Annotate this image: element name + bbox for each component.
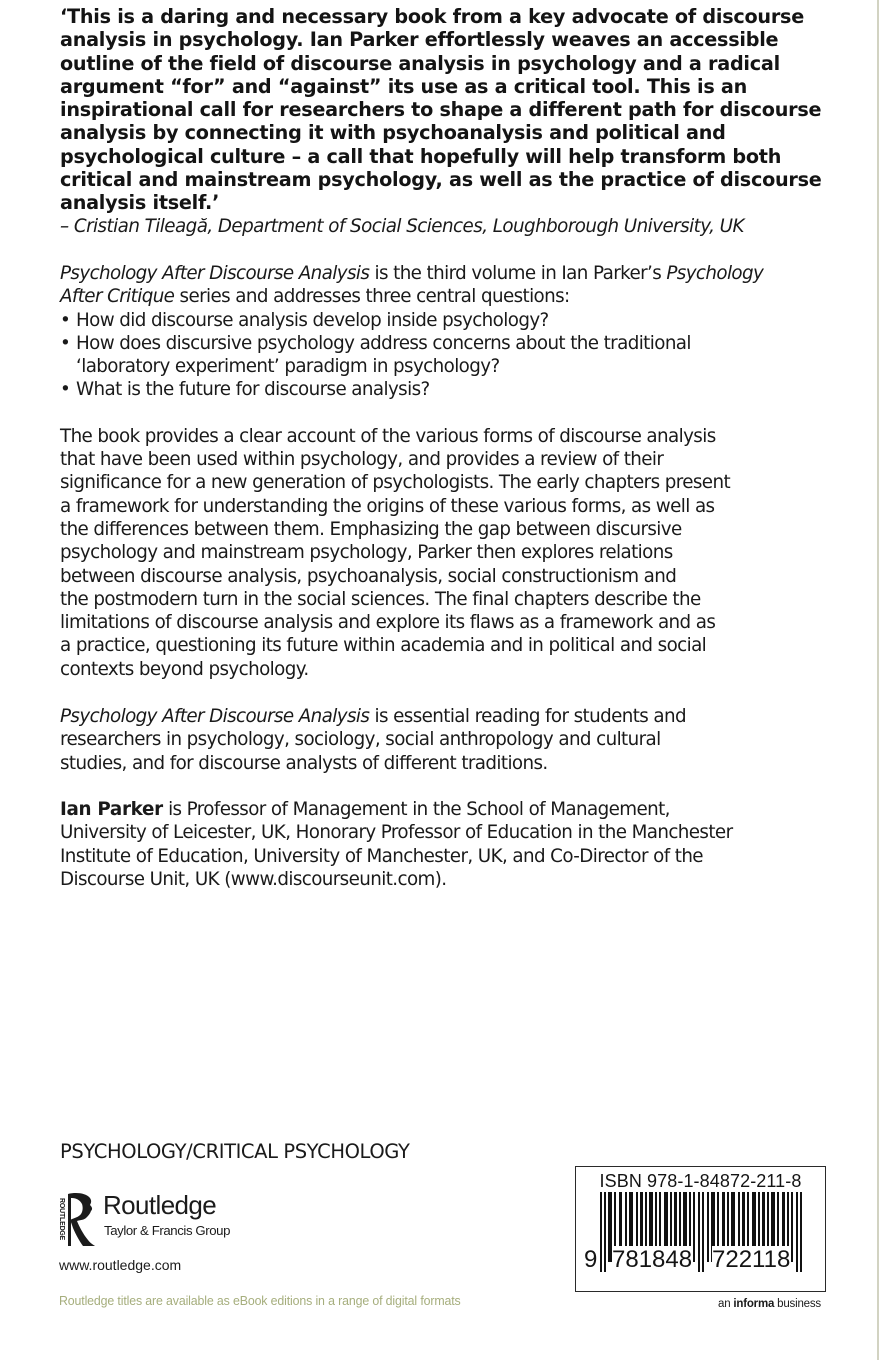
cover-edge-line xyxy=(877,0,879,1360)
list-item-text: How did discourse analysis develop inside psychology? xyxy=(76,309,549,331)
description-line: that have been used within psychology, and provides a review of their xyxy=(60,449,664,471)
author-line: Institute of Education, University of Manchester, UK, and Co-Director of the xyxy=(60,845,703,867)
isbn-barcode-box xyxy=(575,1166,826,1292)
book-title: Psychology After Discourse Analysis xyxy=(60,262,370,284)
intro-text: is the third volume in Ian Parker’s xyxy=(369,262,667,284)
audience-paragraph xyxy=(60,705,850,775)
list-item xyxy=(60,332,850,379)
audience-line: researchers in psychology, sociology, social anthropology and cultural xyxy=(60,729,661,751)
author-name: Ian Parker xyxy=(60,798,163,820)
barcode-digits xyxy=(582,1246,822,1274)
endorsement-quote xyxy=(60,5,850,215)
description-line: between discourse analysis, psychoanalysis, social constructionism and xyxy=(60,565,677,587)
list-item-text: What is the future for discourse analysis? xyxy=(76,379,430,401)
description-line: the differences between them. Emphasizing the gap between discursive xyxy=(60,518,682,540)
bullet-icon: • xyxy=(60,379,71,401)
author-line: University of Leicester, UK, Honorary Professor of Education in the Manchester xyxy=(60,822,733,844)
description-paragraph xyxy=(60,425,850,681)
quote-line: psychological culture – a call that hopefully will help transform both xyxy=(60,144,782,168)
description-line: psychology and mainstream psychology, Parker then explores relations xyxy=(60,542,673,564)
barcode-digit-group-1: 781848 xyxy=(612,1246,693,1273)
author-text: is Professor of Management in the School of Management, xyxy=(162,798,670,820)
publisher-group: Taylor & Francis Group xyxy=(104,1223,231,1238)
description-line: contexts beyond psychology. xyxy=(60,658,309,680)
book-title: Psychology After Discourse Analysis xyxy=(60,706,370,728)
intro-text: series and addresses three central questions: xyxy=(174,286,570,308)
barcode-digit-group-2: 722118 xyxy=(712,1246,791,1273)
quote-line: analysis in psychology. Ian Parker effortlessly weaves an accessible xyxy=(60,28,779,52)
audience-text: is essential reading for students and xyxy=(369,706,687,728)
audience-line: studies, and for discourse analysts of different traditions. xyxy=(60,752,548,774)
informa-business-tagline xyxy=(718,1298,821,1310)
intro-line-2 xyxy=(60,285,850,308)
quote-line: outline of the field of discourse analysis in psychology and a radical xyxy=(60,51,780,75)
series-title-part: After Critique xyxy=(60,286,175,308)
audience-line xyxy=(60,705,850,728)
bullet-icon: • xyxy=(60,309,71,331)
description-line: The book provides a clear account of the various forms of discourse analysis xyxy=(60,425,716,447)
list-item-text: ‘laboratory experiment’ paradigm in psychology? xyxy=(76,356,500,378)
back-cover-text xyxy=(60,5,850,891)
bullet-icon: • xyxy=(60,332,71,354)
endorsement-attribution: – Cristian Tileagă, Department of Social Sciences, Loughborough University, UK xyxy=(60,215,744,237)
barcode-digit-lead: 9 xyxy=(584,1246,598,1273)
routledge-vertical-wordmark: ROUTLEDGE xyxy=(58,1197,65,1241)
quote-line: analysis itself.’ xyxy=(60,191,220,215)
description-line: a practice, questioning its future within academia and in political and social xyxy=(60,635,707,657)
intro-paragraph xyxy=(60,262,850,402)
description-line: a framework for understanding the origins of these various forms, as well as xyxy=(60,495,715,517)
routledge-r-face-logo-icon xyxy=(66,1192,96,1247)
author-bio-paragraph xyxy=(60,798,850,891)
publisher-logo xyxy=(56,1192,256,1248)
quote-line: inspirational call for researchers to shape a different path for discourse xyxy=(60,98,822,122)
questions-list xyxy=(60,309,850,402)
list-item xyxy=(60,378,850,401)
informa-prefix: an xyxy=(718,1298,734,1310)
informa-brand: informa xyxy=(733,1298,775,1310)
author-line: Discourse Unit, UK (www.discourseunit.com). xyxy=(60,868,447,890)
quote-line: ‘This is a daring and necessary book from a key advocate of discourse xyxy=(60,5,804,28)
quote-line: analysis by connecting it with psychoanalysis and political and xyxy=(60,121,726,145)
description-line: the postmodern turn in the social sciences. The final chapters describe the xyxy=(60,588,701,610)
subject-category: PSYCHOLOGY/CRITICAL PSYCHOLOGY xyxy=(60,1140,410,1163)
author-line xyxy=(60,798,850,821)
publisher-website-link[interactable]: www.routledge.com xyxy=(59,1257,182,1273)
publisher-name: Routledge xyxy=(103,1190,217,1220)
series-title-part: Psychology xyxy=(666,262,764,284)
quote-line: critical and mainstream psychology, as well as the practice of discourse xyxy=(60,168,822,192)
list-item-text: How does discursive psychology address concerns about the traditional xyxy=(76,332,691,354)
isbn-label: ISBN 978-1-84872-211-8 xyxy=(599,1171,802,1191)
quote-line: argument “for” and “against” its use as a critical tool. This is an xyxy=(60,74,748,98)
informa-suffix: business xyxy=(774,1298,821,1310)
description-line: significance for a new generation of psychologists. The early chapters present xyxy=(60,472,731,494)
list-item xyxy=(60,309,850,332)
ebook-availability-note: Routledge titles are available as eBook editions in a range of digital formats xyxy=(59,1293,461,1308)
description-line: limitations of discourse analysis and explore its flaws as a framework and as xyxy=(60,612,716,634)
intro-line-1 xyxy=(60,262,850,285)
